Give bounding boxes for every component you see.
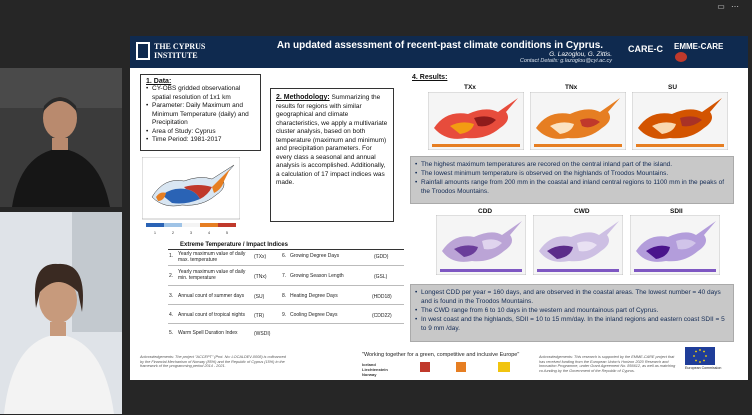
index-abbr: (TR) [254,313,264,319]
index-abbr: (CDD22) [372,313,392,319]
index-name: Warm Spell Duration Index [178,330,238,336]
results-box-temperature [410,156,734,204]
methodology-text [276,94,388,188]
eea-slogan: "Working together for a green, competitive and inclusive Europe" [362,352,520,358]
cluster-legend-label: 4 [208,231,210,235]
data-bullets [146,85,255,145]
index-number: 3. [169,293,174,299]
eu-flag-icon [685,347,715,365]
index-name: Annual count of summer days [178,293,245,299]
map-label-txx: TXx [464,84,476,91]
results-bullet: • The highest maximum temperatures are recored on the central inland part of the island. [415,160,729,169]
indices-divider [168,249,404,250]
index-name: Heating Degree Days [290,293,338,299]
map-tnx [530,92,626,150]
index-abbr: (GDD) [374,254,389,260]
results-bullet: • Rainfall amounts range from 200 mm in the coastal and inland central regions to 1100 mm in the peaks of the Troodos Mountains. [415,178,729,196]
cluster-legend-label: 5 [226,231,228,235]
cluster-legend-label: 2 [172,231,174,235]
index-name: Annual count of tropical nights [178,312,245,318]
participant-tile-1[interactable] [0,68,122,207]
participant-tile-2[interactable] [0,212,122,414]
more-icon[interactable]: ⋯ [731,2,739,11]
cluster-legend-label: 1 [154,231,156,235]
university-name [154,42,205,60]
indices-row-divider [168,304,404,305]
map-label-sdii: SDII [670,208,683,215]
cluster-map [142,157,240,235]
index-abbr: (WSDI) [254,331,271,337]
map-label-tnx: TNx [565,84,578,91]
indices-row-divider [168,285,404,286]
index-number: 4. [169,312,174,318]
indices-row-divider [168,323,404,324]
index-abbr: (TXx) [254,254,267,260]
indices-row-divider [168,265,404,266]
chat-icon[interactable]: ▭ [717,2,725,11]
participant-video-1 [0,68,122,207]
index-abbr: (GSL) [374,274,388,280]
results-bullets-1 [415,160,729,196]
poster-header [130,36,748,68]
index-number: 7. [282,273,287,279]
shared-poster-slide [130,36,748,380]
map-label-su: SU [668,84,678,91]
grant-norway: Norway [362,372,377,377]
poster-contact: Contact Details: g.lazoglou@cyi.ac.cy [519,58,612,64]
index-number: 5. [169,330,174,336]
map-label-cwd: CWD [574,208,590,215]
map-cwd [533,215,623,275]
poster-title: An updated assessment of recent-past climate conditions in Cyprus. [276,40,604,51]
eu-caption: European Commission [685,366,722,370]
data-bullet: • CY-OBS gridded observational spatial resolution of 1x1 km [146,85,255,102]
data-section-title: 1. Data: [146,78,172,85]
index-number: 9. [282,312,287,318]
emme-care-logo-mark [675,52,687,62]
results-title: 4. Results: [412,74,448,81]
results-box-precipitation [410,284,734,342]
grant-iceland: Iceland [362,362,376,367]
map-txx [428,92,524,150]
methodology-body: Summarizing the results for regions with similar geographical and climate characteristics, we apply a multivariate cluster analysis, based on both temperature (maximum and minimum) and precipitation parameters. For every class a seasonal and annual analysis is accomplished. Additionally, a calculation of 17 impact indices was made. [276,94,388,186]
acknowledgements-left: Acknowledgements: The project "ACCEPT" (Prot. No: LOCALDEV-0008) is cofinanced by the Financial Mechanism of Norway (85%) and the Republic of Cyprus (15%) in the framework of the programming period 2014 - 2021. [140,355,286,369]
index-abbr: (HDD18) [372,294,392,300]
index-number: 8. [282,293,287,299]
university-name-line-1: THE CYPRUS [154,42,206,51]
cluster-legend-label: 3 [190,231,192,235]
map-su [632,92,728,150]
care-c-logo: CARE-C [628,44,663,54]
index-name: Growing Degree Days [290,253,340,259]
data-section [140,74,261,151]
acknowledgements-right: Acknowledgements: This research is supported by the EMME-CARE project that has received funding from the European Union's Horizon 2020 Research and Innovation Programme, under Grant Agreement No. 856612, as well as matching co-funding by the Government of the Republic of Cyprus. [539,355,676,373]
index-number: 1. [169,253,174,259]
results-bullet: • The CWD range from 6 to 10 days in the western and mountainous part of Cyprus. [415,306,729,315]
index-abbr: (TNx) [254,274,267,280]
methodology-section [270,88,394,222]
results-bullet: • In west coast and the highlands, SDII = 10 to 15 mm/day. In the inland regions and eastern coast SDII = 5 to 9 mm /day. [415,315,729,333]
map-cdd [436,215,526,275]
results-bullet: • The lowest minimum temperature is observed on the highlands of Troodos Mountains. [415,169,729,178]
emme-care-logo: EMME-CARE [674,42,724,51]
grant-liechtenstein: Liechtenstein [362,367,388,372]
cyprus-institute-logo [136,42,150,60]
poster-authors: G. Lazoglou, G. Zittis. [549,51,612,58]
map-sdii [630,215,720,275]
map-label-cdd: CDD [478,208,493,215]
results-bullet: • Longest CDD per year = 160 days, and are observed in the coastal areas. The lowest number = 40 days and is found in the Troodos Mountains. [415,288,729,306]
participant-video-2 [0,212,122,414]
index-name: Yearly maximum value of daily min. temperature [178,269,246,281]
index-number: 2. [169,273,174,279]
index-name: Cooling Degree Days [290,312,338,318]
university-name-line-2: INSTITUTE [154,51,198,60]
data-bullet: • Area of Study: Cyprus [146,128,255,137]
index-name: Growing Season Length [290,273,344,279]
index-number: 6. [282,253,287,259]
index-abbr: (SU) [254,294,265,300]
index-name: Yearly maximum value of daily max. temperature [178,251,246,263]
funding-logos [420,360,530,378]
results-bullets-2 [415,288,729,333]
methodology-title: 2. Methodology: [276,94,330,101]
data-bullet: • Parameter: Daily Maximum and Minimum Temperature (daily) and Precipitation [146,102,255,128]
indices-title: Extreme Temperature / Impact Indices [180,242,288,248]
data-bullet: • Time Period: 1981-2017 [146,136,255,145]
